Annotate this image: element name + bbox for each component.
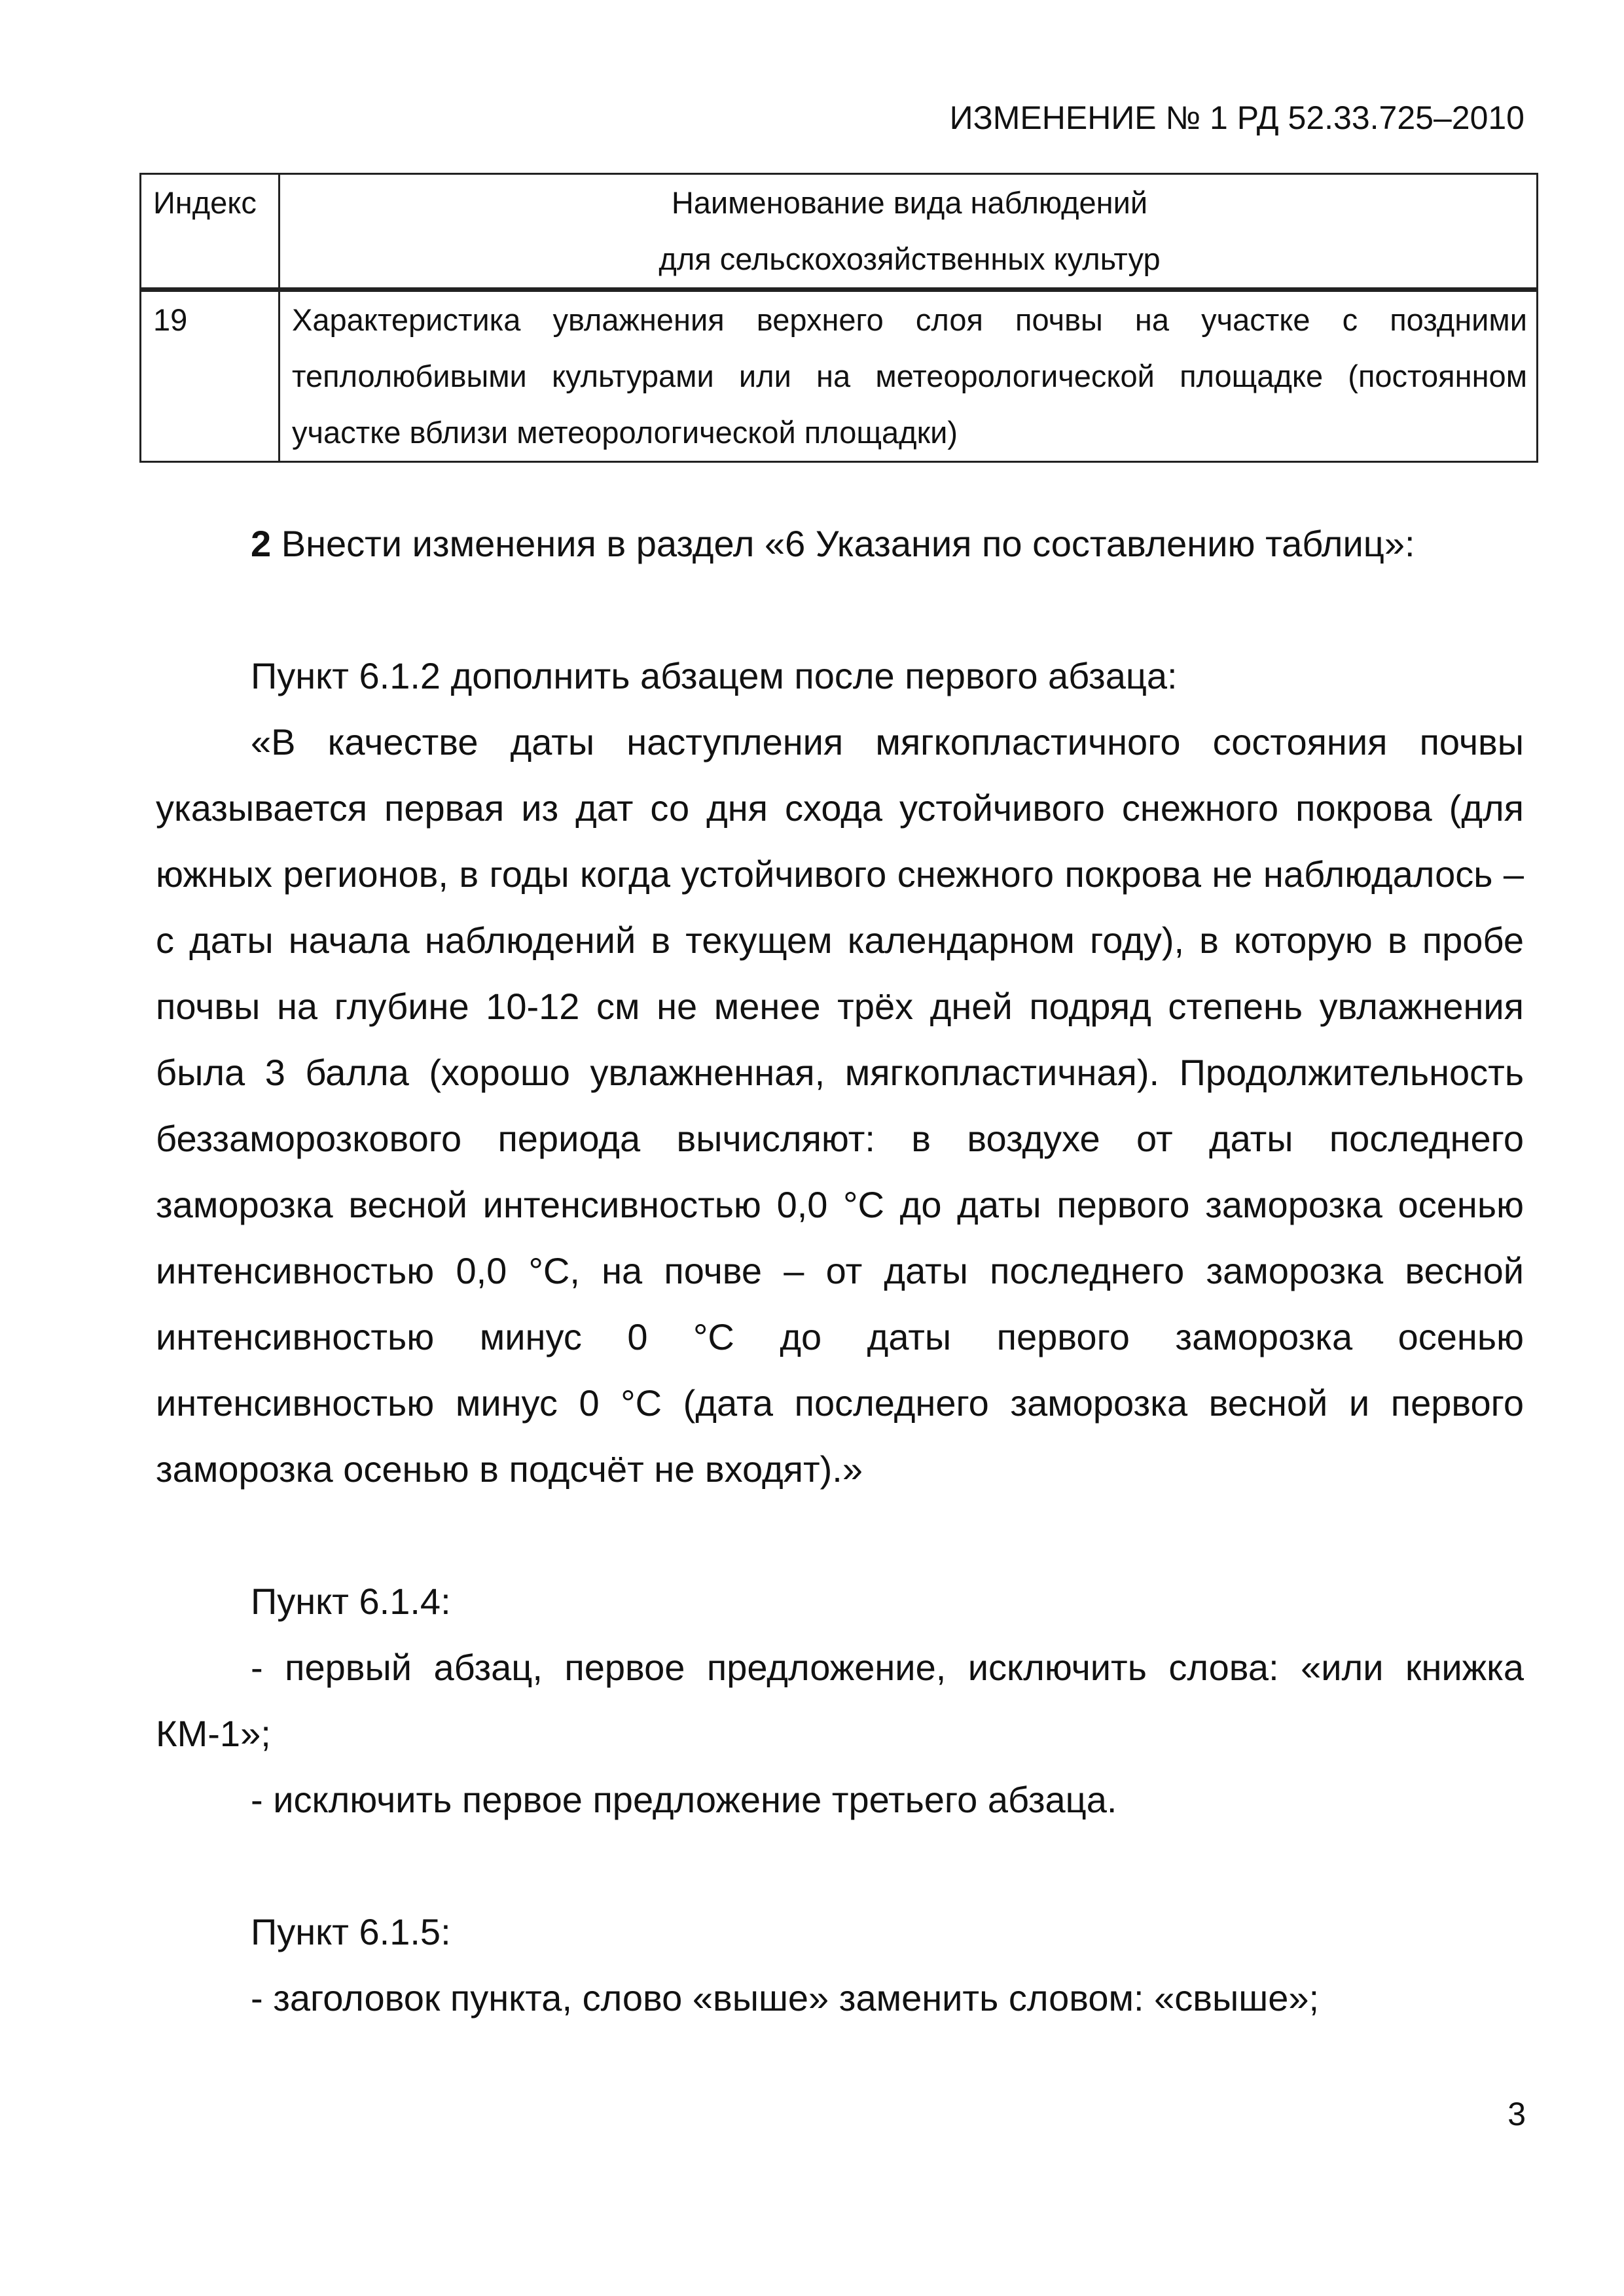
section-2-text: Внести изменения в раздел «6 Указания по составлению таблиц»: <box>271 523 1415 564</box>
page-number: 3 <box>1507 2096 1526 2132</box>
row-index-cell: 19 <box>141 290 280 462</box>
item-6-1-5-bullet-1: - заголовок пункта, слово «выше» заменить словом: «свыше»; <box>251 1977 1320 2018</box>
section-2-number: 2 <box>251 523 272 564</box>
item-6-1-2-text: «В качестве даты наступления мягкопластичного состояния почвы указывается первая из дат со дня схода устойчивого снежного покрова (для южных регионов, в годы когда устойчивого снежного покрова не наблюдалось – с даты начала наблюдений в текущем календарном году), в которую в пробе почвы на глубине 10-12 см не менее трёх дней подряд степень увлажнения была 3 балла (хорошо увлажненная, мягкопластичная). Продолжительность беззаморозкового периода вычисляют: в воздухе от даты последнего заморозка весной интенсивностью 0,0 °С до даты первого заморозка осенью интенсивностью 0,0 °С, на почве – от даты последнего заморозка весной интенсивностью минус 0 °С до даты первого заморозка осенью интенсивностью минус 0 °С (дата последнего заморозка весной и первого заморозка осенью в подсчёт не входят).» <box>156 721 1524 1490</box>
document-header: ИЗМЕНЕНИЕ № 1 РД 52.33.725–2010 <box>949 99 1525 136</box>
column-header-name <box>280 174 1538 290</box>
section-2-paragraph <box>156 511 1524 577</box>
column-header-index: Индекс <box>141 174 280 290</box>
item-6-1-5-title: Пункт 6.1.5: <box>251 1911 451 1952</box>
column-header-name-line2: для сельскохозяйственных культур <box>659 242 1161 276</box>
item-6-1-4-title: Пункт 6.1.4: <box>251 1581 451 1622</box>
table-header-row <box>141 174 1538 290</box>
item-6-1-2-title: Пункт 6.1.2 дополнить абзацем после первого абзаца: <box>251 655 1178 696</box>
observation-types-table <box>139 173 1538 463</box>
column-header-name-line1: Наименование вида наблюдений <box>671 185 1148 220</box>
table-row <box>141 290 1538 462</box>
item-6-1-4-bullet-2: - исключить первое предложение третьего абзаца. <box>251 1779 1117 1820</box>
document-body <box>156 511 1524 2031</box>
row-name-cell: Характеристика увлажнения верхнего слоя почвы на участке с поздними теплолюбивыми культурами или на метеорологической площадке (постоянном участке вблизи метеорологической площадки) <box>280 290 1538 462</box>
item-6-1-4-bullet-1: - первый абзац, первое предложение, исключить слова: «или книжка КМ-1»; <box>156 1647 1524 1754</box>
